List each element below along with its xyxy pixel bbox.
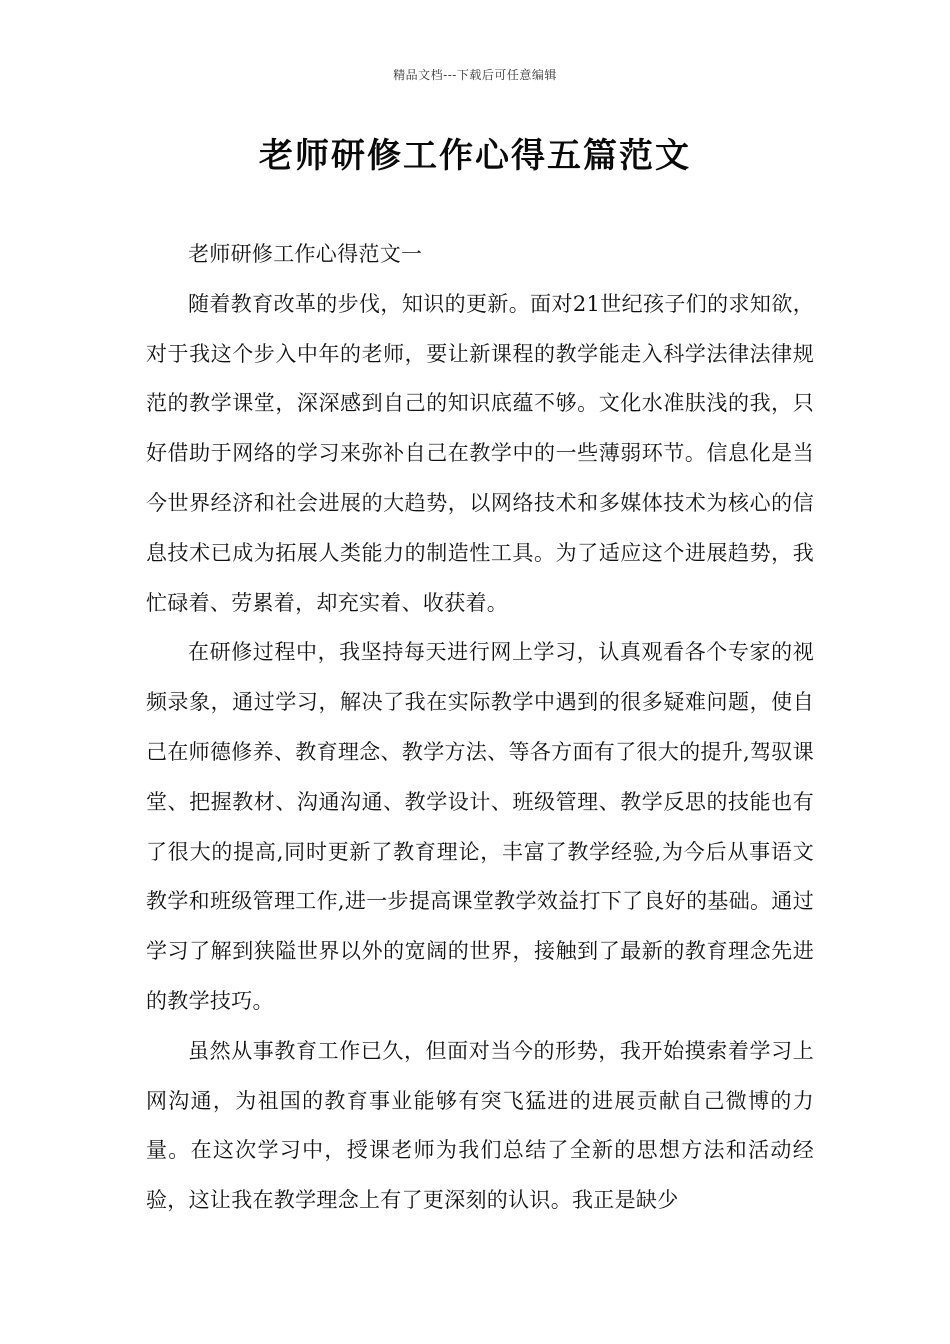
section-subtitle: 老师研修工作心得范文一 — [188, 242, 423, 266]
page-header-note: 精品文档---下载后可任意编辑 — [393, 68, 557, 82]
document-title: 老师研修工作心得五篇范文 — [259, 136, 691, 176]
document-body — [146, 230, 814, 1226]
paragraph-2: 在研修过程中，我坚持每天进行网上学习，认真观看各个专家的视频录象，通过学习，解决了我在实际教学中遇到的很多疑难问题，使自己在师德修养、教育理念、教学方法、等各方面有了很大的提升,驾驭课堂、把握教材、沟通沟通、教学设计、班级管理、教学反思的技能也有了很大的提高,同时更新了教育理论，丰富了教学经验,为今后从事语文教学和班级管理工作,进一步提高课堂教学效益打下了良好的基础。通过学习了解到狭隘世界以外的宽阔的世界，接触到了最新的教育理念先进的教学技巧。 — [146, 640, 814, 1013]
paragraph-1: 随着教育改革的步伐，知识的更新。面对21世纪孩子们的求知欲，对于我这个步入中年的老师，要让新课程的教学能走入科学法律法律规范的教学课堂，深深感到自己的知识底蕴不够。文化水准肤浅的我，只好借助于网络的学习来弥补自己在教学中的一些薄弱环节。信息化是当今世界经济和社会进展的大趋势，以网络技术和多媒体技术为核心的信息技术已成为拓展人类能力的制造性工具。为了适应这个进展趋势，我忙碌着、劳累着，却充实着、收获着。 — [146, 291, 814, 615]
paragraph-3: 虽然从事教育工作已久，但面对当今的形势，我开始摸索着学习上网沟通，为祖国的教育事业能够有突飞猛进的进展贡献自己微博的力量。在这次学习中，授课老师为我们总结了全新的思想方法和活动经验，这让我在教学理念上有了更深刻的认识。我正是缺少 — [146, 1038, 814, 1213]
